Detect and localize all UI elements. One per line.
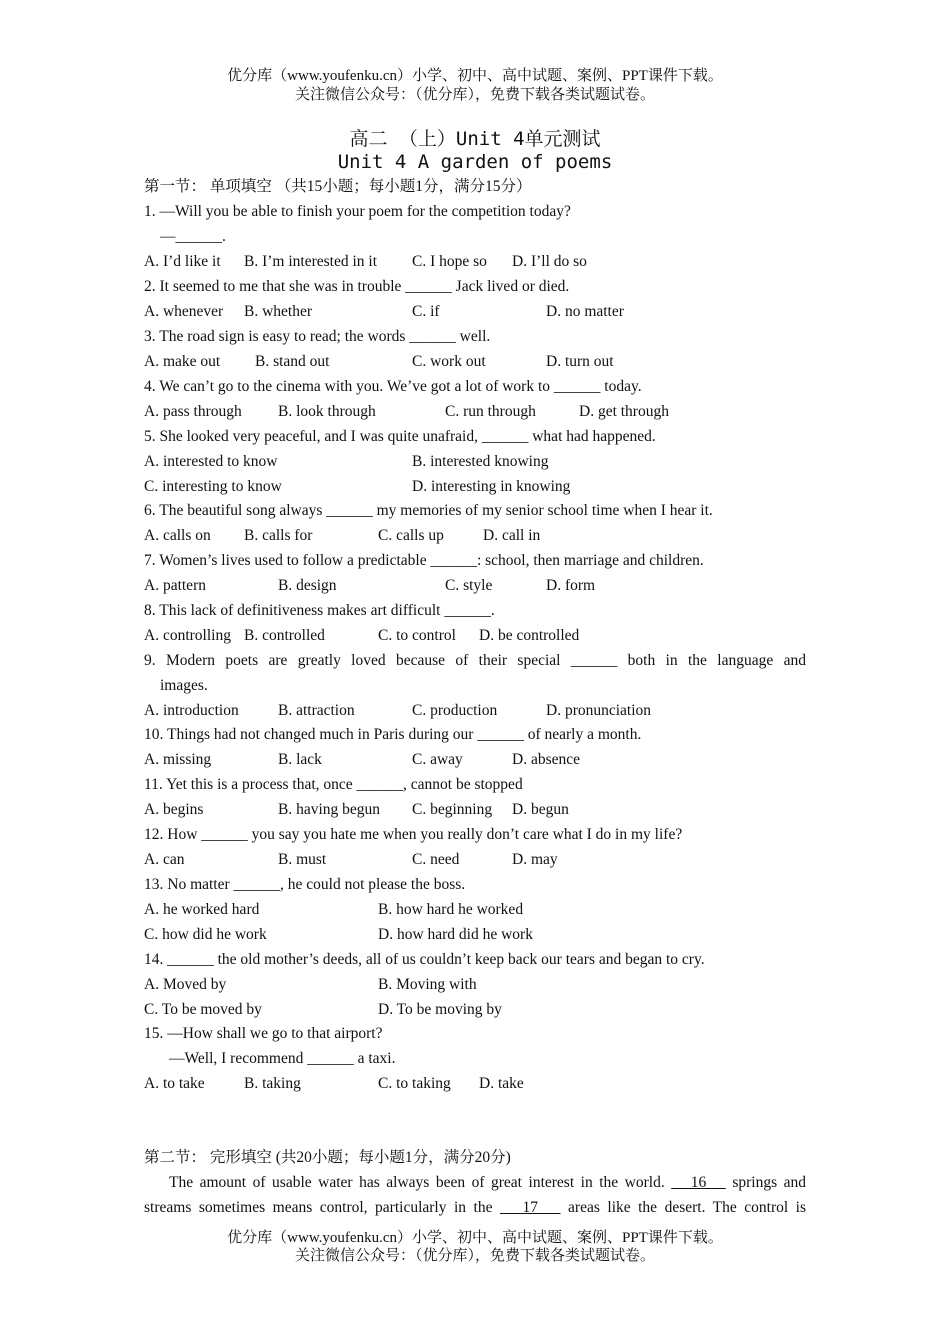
question-stem: 2. It seemed to me that she was in trouble ______ Jack lived or died. [144, 278, 570, 295]
option-d: D. form [546, 577, 596, 594]
option-d: D. To be moving by [378, 1001, 502, 1018]
question-stem: 3. The road sign is easy to read; the words ______ well. [144, 328, 491, 345]
option-a: A. Moved by [144, 976, 227, 993]
passage-text: The amount of usable water has always been of great interest in the world. [169, 1174, 665, 1191]
option-a: A. whenever [144, 303, 224, 320]
option-b: B. design [278, 577, 337, 594]
option-d: D. call in [483, 527, 541, 544]
option-c: C. need [412, 851, 460, 868]
option-d: D. absence [512, 751, 580, 768]
option-c: C. to taking [378, 1075, 451, 1092]
question-stem: 5. She looked very peaceful, and I was quite unafraid, ______ what had happened. [144, 428, 656, 445]
option-b: B. must [278, 851, 327, 868]
option-b: B. lack [278, 751, 322, 768]
option-d: D. interesting in knowing [412, 478, 571, 495]
site-footer-line2: 关注微信公众号：（优分库），免费下载各类试题试卷。 [294, 1248, 655, 1264]
option-c: C. if [412, 303, 440, 320]
blank-17: 17 [500, 1199, 561, 1216]
option-b: B. whether [244, 303, 313, 320]
question-stem: 11. Yet this is a process that, once ______, cannot be stopped [144, 776, 523, 793]
option-d: D. turn out [546, 353, 614, 370]
option-b: B. I’m interested in it [244, 253, 378, 270]
option-a: A. he worked hard [144, 901, 260, 918]
option-b: B. attraction [278, 702, 355, 719]
page-title: 高二 （上）Unit 4单元测试 [349, 128, 601, 150]
passage-line-1 [169, 1173, 806, 1193]
option-a: A. calls on [144, 527, 211, 544]
blank-16: 16 [671, 1174, 726, 1191]
option-a: A. missing [144, 751, 212, 768]
question-stem-cont: —Well, I recommend ______ a taxi. [169, 1050, 396, 1067]
option-c: C. interesting to know [144, 478, 282, 495]
page-subtitle: Unit 4 A garden of poems [337, 151, 613, 173]
question-stem-cont: —______. [160, 228, 226, 245]
option-b: B. Moving with [378, 976, 477, 993]
option-d: D. I’ll do so [512, 253, 587, 270]
option-a: A. begins [144, 801, 204, 818]
option-a: A. pattern [144, 577, 206, 594]
option-b: B. controlled [244, 627, 325, 644]
question-stem: 13. No matter ______, he could not please the boss. [144, 876, 466, 893]
site-header-line1: 优分库（www.youfenku.cn）小学、初中、高中试题、案例、PPT课件下载。 [227, 68, 723, 84]
question-stem: 1. —Will you be able to finish your poem for the competition today? [144, 203, 571, 220]
option-c: C. production [412, 702, 498, 719]
question-stem: 10. Things had not changed much in Paris during our ______ of nearly a month. [144, 726, 642, 743]
option-b: B. look through [278, 403, 376, 420]
option-b: B. having begun [278, 801, 381, 818]
option-a: A. interested to know [144, 453, 278, 470]
option-d: D. be controlled [479, 627, 580, 644]
option-a: A. can [144, 851, 185, 868]
site-footer-line1: 优分库（www.youfenku.cn）小学、初中、高中试题、案例、PPT课件下载。 [227, 1230, 723, 1246]
option-c: C. style [445, 577, 493, 594]
option-d: D. begun [512, 801, 569, 818]
option-a: A. controlling [144, 627, 231, 644]
question-stem: 4. We can’t go to the cinema with you. We’ve got a lot of work to ______ today. [144, 378, 642, 395]
option-c: C. To be moved by [144, 1001, 262, 1018]
question-stem: 6. The beautiful song always ______ my memories of my senior school time when I hear it. [144, 502, 713, 519]
section2-heading: 第二节： 完形填空 (共20小题；每小题1分，满分20分) [144, 1149, 511, 1166]
question-stem: 12. How ______ you say you hate me when you really don’t care what I do in my life? [144, 826, 683, 843]
option-c: C. to control [378, 627, 456, 644]
option-b: B. taking [244, 1075, 301, 1092]
passage-line-2 [144, 1198, 806, 1218]
option-d: D. may [512, 851, 558, 868]
option-c: C. beginning [412, 801, 493, 818]
option-a: A. make out [144, 353, 221, 370]
option-a: A. pass through [144, 403, 242, 420]
option-a: A. I’d like it [144, 253, 221, 270]
option-c: C. away [412, 751, 463, 768]
option-b: B. stand out [255, 353, 330, 370]
passage-text: areas like the desert. The control is [568, 1199, 807, 1216]
option-b: B. calls for [244, 527, 313, 544]
question-stem-cont: images. [160, 677, 208, 694]
option-c: C. work out [412, 353, 486, 370]
option-c: C. run through [445, 403, 536, 420]
option-a: A. to take [144, 1075, 205, 1092]
question-stem: 15. —How shall we go to that airport? [144, 1025, 383, 1042]
option-c: C. I hope so [412, 253, 487, 270]
question-stem: 14. ______ the old mother’s deeds, all of us couldn’t keep back our tears and began to cry. [144, 951, 705, 968]
passage-text: springs and [732, 1174, 807, 1191]
question-stem: 7. Women’s lives used to follow a predictable ______: school, then marriage and children. [144, 552, 704, 569]
option-b: B. how hard he worked [378, 901, 524, 918]
question-stem: 8. This lack of definitiveness makes art difficult ______. [144, 602, 495, 619]
option-c: C. how did he work [144, 926, 267, 943]
question-stem: 9. Modern poets are greatly loved because of their special ______ both in the language and [144, 652, 806, 669]
option-d: D. get through [579, 403, 669, 420]
option-c: C. calls up [378, 527, 444, 544]
option-d: D. pronunciation [546, 702, 652, 719]
option-b: B. interested knowing [412, 453, 549, 470]
option-d: D. no matter [546, 303, 624, 320]
passage-text: streams sometimes means control, particularly in the [144, 1199, 493, 1216]
option-d: D. how hard did he work [378, 926, 533, 943]
option-d: D. take [479, 1075, 524, 1092]
site-header-line2: 关注微信公众号：（优分库），免费下载各类试题试卷。 [294, 87, 655, 103]
section1-heading: 第一节： 单项填空 （共15小题；每小题1分，满分15分） [144, 178, 532, 195]
option-a: A. introduction [144, 702, 239, 719]
